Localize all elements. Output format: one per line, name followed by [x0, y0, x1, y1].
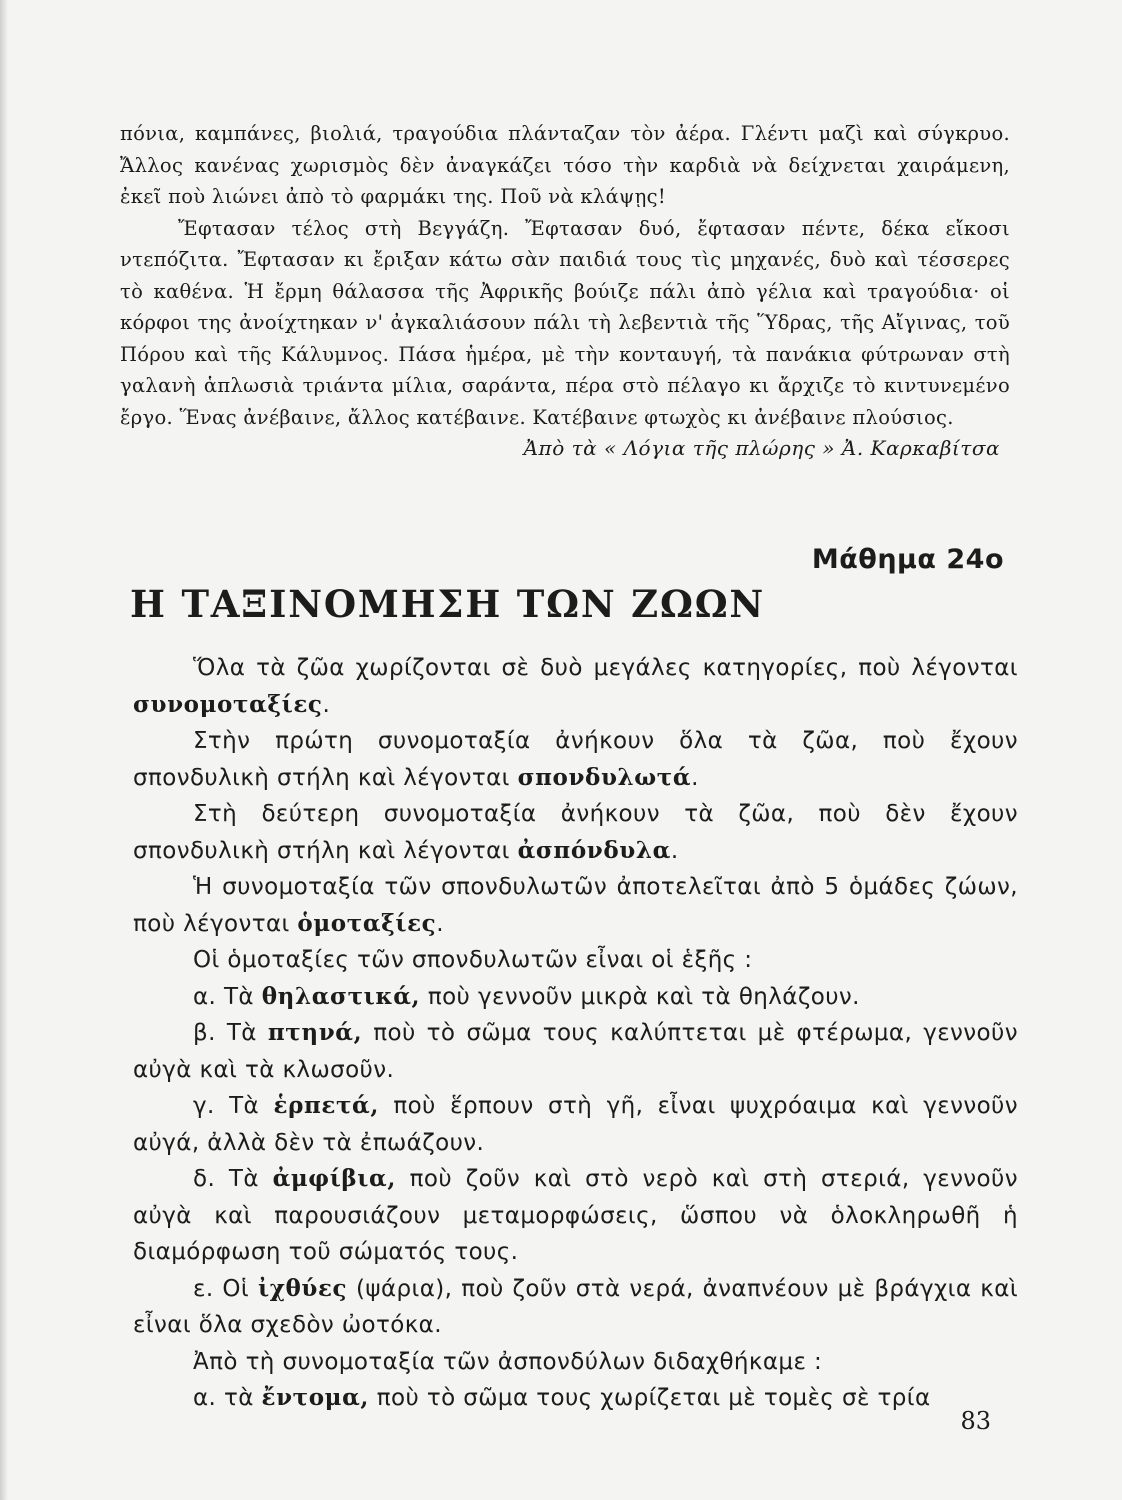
text-span: ε. Οἱ — [193, 1275, 258, 1302]
body-paragraph — [133, 723, 1018, 796]
literary-excerpt — [120, 118, 1010, 433]
list-item — [133, 1161, 1018, 1271]
key-term: ἀμφίβια, — [272, 1165, 396, 1192]
text-span: α. τὰ — [193, 1385, 262, 1411]
list-item — [133, 1271, 1018, 1344]
key-term: συνομοταξίες — [133, 690, 323, 718]
key-term: σπονδυλωτά — [517, 763, 692, 791]
key-term: ἀσπόνδυλα — [517, 836, 671, 864]
text-span: δ. Τὰ — [193, 1166, 273, 1192]
key-term: πτηνά, — [267, 1019, 363, 1046]
text-span: . — [691, 764, 699, 791]
text-span: Ὅλα τὰ ζῶα χωρίζονται σὲ δυὸ μεγάλες κατηγορίες, ποὺ λέγονται — [193, 655, 1018, 681]
list-item — [133, 979, 1018, 1016]
text-span: β. Τὰ — [193, 1020, 268, 1046]
text-span: Στὴν πρώτη συνομοταξία ἀνήκουν ὅλα τὰ ζῶα, ποὺ ἔχουν σπονδυλικὴ στήλη καὶ λέγονται — [133, 728, 1018, 791]
text-span: ποὺ τὸ σῶμα τους χωρίζεται μὲ τομὲς σὲ τρία — [369, 1385, 931, 1411]
body-paragraph: Οἱ ὁμοταξίες τῶν σπονδυλωτῶν εἶναι οἱ ἑξῆς : — [193, 947, 753, 973]
text-span: ποὺ τὸ σῶμα τους καλύπτεται μὲ φτέρωμα, γεννοῦν αὐγὰ καὶ τὰ κλωσοῦν. — [133, 1020, 1018, 1083]
text-span: . — [670, 837, 679, 864]
key-term: ὁμοταξίες — [297, 909, 437, 937]
text-span: ποὺ ζοῦν καὶ στὸ νερὸ καὶ στὴ στεριά, γεννοῦν αὐγὰ καὶ παρουσιάζουν μεταμορφώσεις, ὥσπου νὰ ὁλοκληρωθῆ ἡ διαμόρφωση τοῦ σώματός τους. — [133, 1166, 1018, 1265]
body-paragraph — [133, 796, 1018, 869]
text-span: (ψάρια), ποὺ ζοῦν στὰ νερά, ἀναπνέουν μὲ βράγχια καὶ εἶναι ὅλα σχεδὸν ὠοτόκα. — [133, 1275, 1019, 1338]
list-item — [133, 1380, 1018, 1417]
key-term: ἔντομα, — [261, 1384, 370, 1411]
list-item — [133, 1015, 1018, 1088]
excerpt-paragraph-1: πόνια, καμπάνες, βιολιά, τραγούδια πλάνταζαν τὸν ἀέρα. Γλέντι μαζὶ καὶ σύγκρυο. Ἄλλος κανένας χωρισμὸς δὲν ἀναγκάζει τόσο τὴν καρδιὰ νὰ δείχνεται χαιράμενη, ἐκεῖ ποὺ λιώνει ἀπὸ τὸ φαρμάκι της. Ποῦ νὰ κλάψῃς! — [120, 122, 1010, 208]
body-paragraph — [133, 650, 1018, 723]
body-paragraph — [133, 869, 1018, 942]
lesson-body — [133, 650, 1018, 1417]
text-span: ποὺ γεννοῦν μικρὰ καὶ τὰ θηλάζουν. — [420, 983, 860, 1010]
key-term: ἰχθύες — [257, 1274, 348, 1302]
list-item — [133, 1088, 1018, 1161]
text-span: . — [322, 691, 331, 718]
text-span: . — [436, 910, 444, 937]
key-term: ἑρπετά, — [273, 1092, 379, 1119]
lesson-title: Η ΤΑΞΙΝΟΜΗΣΗ ΤΩΝ ΖΩΩΝ — [130, 582, 766, 626]
page-edge — [0, 0, 8, 1500]
text-span: α. Τὰ — [193, 983, 262, 1010]
lesson-number: Μάθημα 24ο — [811, 544, 1004, 575]
text-span: ποὺ ἕρπουν στὴ γῆ, εἶναι ψυχρόαιμα καὶ γεννοῦν αὐγά, ἀλλὰ δὲν τὰ ἐπωάζουν. — [133, 1093, 1019, 1156]
key-term: θηλαστικά, — [261, 982, 421, 1010]
page-number: 83 — [960, 1407, 991, 1435]
text-span: γ. Τὰ — [193, 1093, 274, 1119]
text-span: Στὴ δεύτερη συνομοταξία ἀνήκουν τὰ ζῶα, ποὺ δὲν ἔχουν σπονδυλικὴ στήλη καὶ λέγονται — [133, 801, 1018, 864]
excerpt-attribution: Ἀπὸ τὰ « Λόγια τῆς πλώρης » Ἀ. Καρκαβίτσα — [523, 436, 1000, 460]
excerpt-paragraph-2: Ἔφτασαν τέλος στὴ Βεγγάζη. Ἔφτασαν δυό, ἔφτασαν πέντε, δέκα εἴκοσι ντεπόζιτα. Ἔφτασαν κι ἔριξαν κάτω σὰν παιδιά τους τὶς μηχανές, δυὸ καὶ τέσσερες τὸ καθένα. Ἡ ἔρμη θάλασσα τῆς Ἀφρικῆς βούιζε πάλι ἀπὸ γέλια καὶ τραγούδια· οἱ κόρφοι της ἀνοίχτηκαν ν' ἀγκαλιάσουν πάλι τὴ λεβεντιὰ τῆς Ὕδρας, τῆς Αἴγινας, τοῦ Πόρου καὶ τῆς Κάλυμνος. Πάσα ἡμέρα, μὲ τὴν κονταυγή, τὰ πανάκια φύτρωναν στὴ γαλανὴ ἁπλωσιὰ τριάντα μίλια, σαράντα, πέρα στὸ πέλαγο κι ἄρχιζε τὸ κιντυνεμένο ἔργο. Ἕνας ἀνέβαινε, ἄλλος κατέβαινε. Κατέβαινε φτωχὸς κι ἀνέβαινε πλούσιος. — [120, 216, 1010, 429]
text-span: Ἡ συνομοταξία τῶν σπονδυλωτῶν ἀποτελεῖται ἀπὸ 5 ὁμάδες ζώων, ποὺ λέγονται — [133, 874, 1018, 937]
body-paragraph: Ἀπὸ τὴ συνομοταξία τῶν ἀσπονδύλων διδαχθήκαμε : — [193, 1348, 823, 1375]
